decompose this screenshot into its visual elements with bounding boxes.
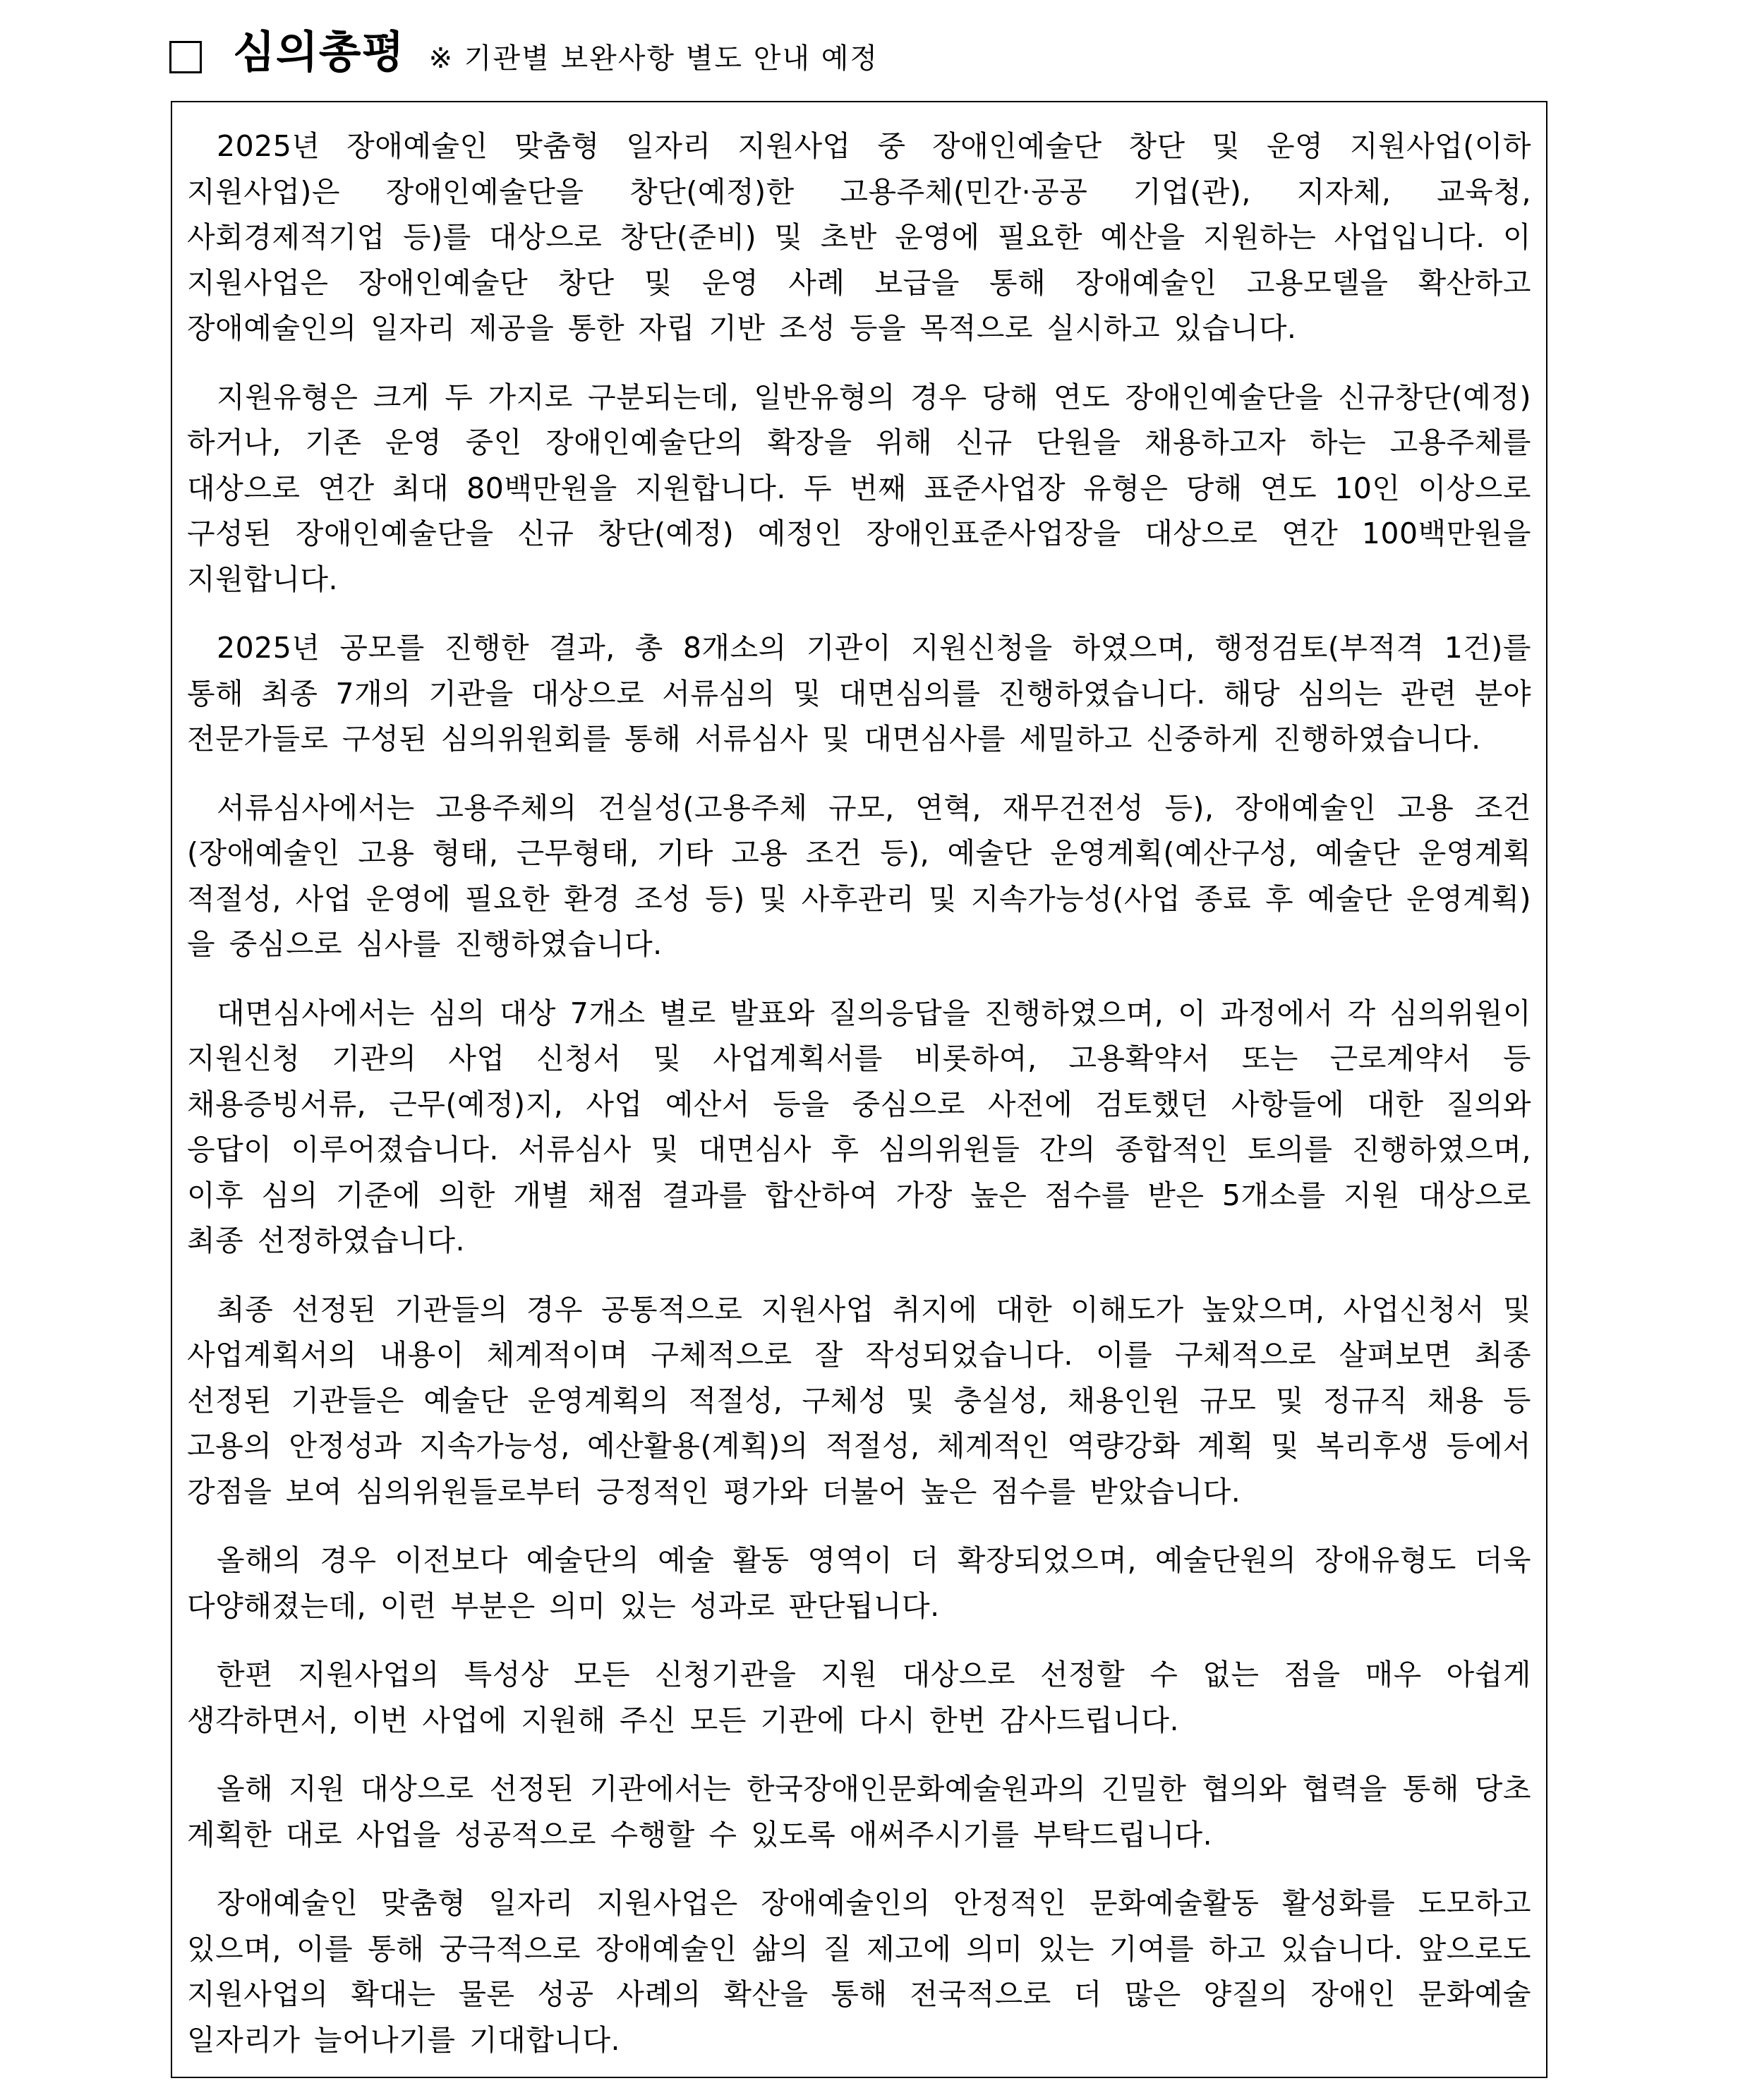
- paragraph-selected-strengths: 최종 선정된 기관들의 경우 공통적으로 지원사업 취지에 대한 이해도가 높았으며, 사업신청서 및 사업계획서의 내용이 체계적이며 구체적으로 잘 작성되었습니다. 이를 구체적으로 살펴보면 최종 선정된 기관들은 예술단 운영계획의 적절성, 구체성 및 충실성, 채용인원 규모 및 정규직 채용 등 고용의 안정성과 지속가능성, 예산활용(계획)의 적절성, 체계적인 역량강화 계획 및 복리후생 등에서 강점을 보여 심의위원들로부터 긍정적인 평가와 더불어 높은 점수를 받았습니다.: [187, 1292, 1531, 1509]
- paragraph-support-types: 지원유형은 크게 두 가지로 구분되는데, 일반유형의 경우 당해 연도 장애인예술단을 신규창단(예정) 하거나, 기존 운영 중인 장애인예술단의 확장을 위해 신규 단원을 채용하고자 하는 고용주체를 대상으로 연간 최대 80백만원을 지원합니다. 두 번째 표준사업장 유형은 당해 연도 10인 이상으로 구성된 장애인예술단을 신규 창단(예정) 예정인 장애인표준사업장을 대상으로 연간 100백만원을 지원합니다.: [187, 380, 1531, 596]
- review-summary-box: [171, 101, 1547, 2078]
- paragraph-overview: 2025년 장애예술인 맞춤형 일자리 지원사업 중 장애인예술단 창단 및 운영 지원사업(이하 지원사업)은 장애인예술단을 창단(예정)한 고용주체(민간·공공 기업(관), 지자체, 교육청, 사회경제적기업 등)를 대상으로 창단(준비) 및 초반 운영에 필요한 예산을 지원하는 사업입니다. 이 지원사업은 장애인예술단 창단 및 운영 사례 보급을 통해 장애예술인 고용모델을 확산하고 장애예술인의 일자리 제공을 통한 자립 기반 조성 등을 목적으로 실시하고 있습니다.: [187, 129, 1531, 345]
- paragraph-document-review: 서류심사에서는 고용주체의 건실성(고용주체 규모, 연혁, 재무건전성 등), 장애예술인 고용 조건(장애예술인 고용 형태, 근무형태, 기타 고용 조건 등), 예술단 운영계획(예산구성, 예술단 운영계획 적절성, 사업 운영에 필요한 환경 조성 등) 및 사후관리 및 지속가능성(사업 종료 후 예술단 운영계획)을 중심으로 심사를 진행하였습니다.: [187, 790, 1531, 961]
- section-note: ※ 기관별 보완사항 별도 안내 예정: [428, 42, 879, 75]
- paragraph-request: 올해 지원 대상으로 선정된 기관에서는 한국장애인문화예술원과의 긴밀한 협의와 협력을 통해 당초 계획한 대로 사업을 성공적으로 수행할 수 있도록 애써주시기를 부탁드립니다.: [187, 1772, 1531, 1852]
- paragraph-this-year: 올해의 경우 이전보다 예술단의 예술 활동 영역이 더 확장되었으며, 예술단원의 장애유형도 더욱 다양해졌는데, 이런 부분은 의미 있는 성과로 판단됩니다.: [187, 1543, 1531, 1623]
- review-body: [187, 123, 1531, 2086]
- paragraph-application-result: 2025년 공모를 진행한 결과, 총 8개소의 기관이 지원신청을 하였으며, 행정검토(부적격 1건)를 통해 최종 7개의 기관을 대상으로 서류심의 및 대면심의를 진행하였습니다. 해당 심의는 관련 분야 전문가들로 구성된 심의위원회를 통해 서류심사 및 대면심사를 세밀하고 신중하게 진행하였습니다.: [187, 631, 1532, 756]
- paragraph-closing: 장애예술인 맞춤형 일자리 지원사업은 장애예술인의 안정적인 문화예술활동 활성화를 도모하고 있으며, 이를 통해 궁극적으로 장애예술인 삶의 질 제고에 의미 있는 기여를 하고 있습니다. 앞으로도 지원사업의 확대는 물론 성공 사례의 확산을 통해 전국적으로 더 많은 양질의 장애인 문화예술 일자리가 늘어나기를 기대합니다.: [187, 1886, 1531, 2057]
- paragraph-thanks: 한편 지원사업의 특성상 모든 신청기관을 지원 대상으로 선정할 수 없는 점을 매우 아쉽게 생각하면서, 이번 사업에 지원해 주신 모든 기관에 다시 한번 감사드립니다.: [187, 1658, 1531, 1737]
- empty-square-icon: [169, 41, 202, 73]
- paragraph-interview-review: 대면심사에서는 심의 대상 7개소 별로 발표와 질의응답을 진행하였으며, 이 과정에서 각 심의위원이 지원신청 기관의 사업 신청서 및 사업계획서를 비롯하여, 고용확약서 또는 근로계약서 등 채용증빙서류, 근무(예정)지, 사업 예산서 등을 중심으로 사전에 검토했던 사항들에 대한 질의와 응답이 이루어졌습니다. 서류심사 및 대면심사 후 심의위원들 간의 종합적인 토의를 진행하였으며, 이후 심의 기준에 의한 개별 채점 결과를 합산하여 가장 높은 점수를 받은 5개소를 지원 대상으로 최종 선정하였습니다.: [187, 996, 1531, 1257]
- section-title: 심의총평: [233, 26, 405, 78]
- section-heading: [169, 24, 879, 80]
